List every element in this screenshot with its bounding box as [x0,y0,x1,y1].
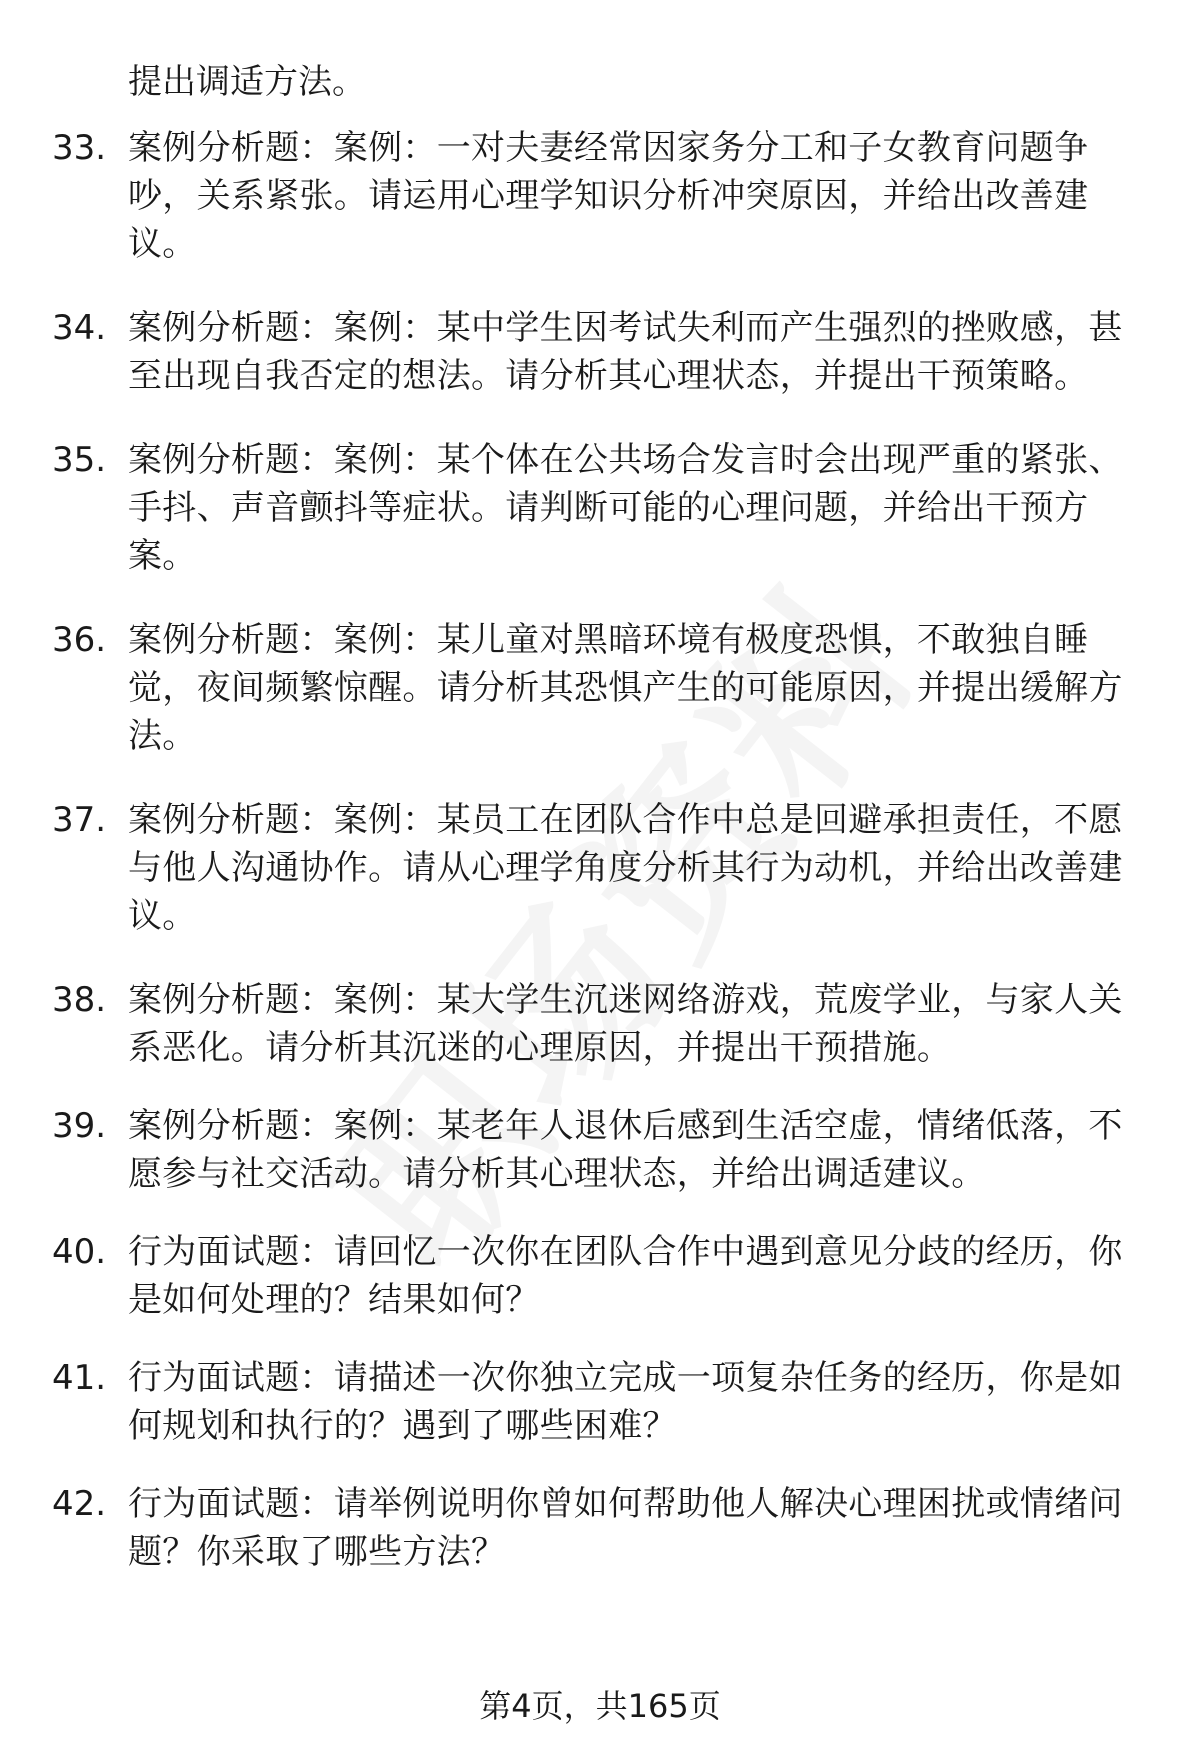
question-number: 38. [52,980,107,1020]
question-text: 案例分析题：案例：一对夫妻经常因家务分工和子女教育问题争吵，关系紧张。请运用心理学知识分析冲突原因，并给出改善建议。 [128,128,1089,264]
question-number: 34. [52,308,107,348]
question-item [52,976,1142,1072]
question-item [52,124,1142,268]
question-number: 33. [52,128,107,168]
question-text: 行为面试题：请回忆一次你在团队合作中遇到意见分歧的经历，你是如何处理的？结果如何？ [128,1232,1123,1320]
question-number: 41. [52,1358,107,1398]
question-text: 案例分析题：案例：某中学生因考试失利而产生强烈的挫败感，甚至出现自我否定的想法。请分析其心理状态，并提出干预策略。 [128,308,1123,396]
page-footer: 第4页，共165页 [479,1687,721,1725]
question-text: 案例分析题：案例：某儿童对黑暗环境有极度恐惧，不敢独自睡觉，夜间频繁惊醒。请分析其恐惧产生的可能原因，并提出缓解方法。 [128,620,1123,756]
question-number: 42. [52,1484,107,1524]
question-number: 36. [52,620,107,660]
question-number: 39. [52,1106,107,1146]
question-number: 35. [52,440,107,480]
question-number: 37. [52,800,107,840]
question-text: 案例分析题：案例：某员工在团队合作中总是回避承担责任，不愿与他人沟通协作。请从心理学角度分析其行为动机，并给出改善建议。 [128,800,1123,936]
question-item [52,616,1142,760]
question-item [52,1102,1142,1198]
question-text: 案例分析题：案例：某大学生沉迷网络游戏，荒废学业，与家人关系恶化。请分析其沉迷的心理原因，并提出干预措施。 [128,980,1123,1068]
question-text: 行为面试题：请举例说明你曾如何帮助他人解决心理困扰或情绪问题？你采取了哪些方法？ [128,1484,1123,1572]
question-text: 行为面试题：请描述一次你独立完成一项复杂任务的经历，你是如何规划和执行的？遇到了哪些困难？ [128,1358,1123,1446]
question-item [52,1228,1142,1324]
question-text: 案例分析题：案例：某老年人退休后感到生活空虚，情绪低落，不愿参与社交活动。请分析其心理状态，并给出调适建议。 [128,1106,1123,1194]
question-number: 40. [52,1232,107,1272]
question-item [52,1354,1142,1450]
continuation-text: 提出调适方法。 [128,62,366,102]
question-item [52,304,1142,400]
question-item [52,1480,1142,1576]
question-item [52,436,1142,580]
question-list [52,124,1142,1606]
question-item [52,796,1142,940]
question-text: 案例分析题：案例：某个体在公共场合发言时会出现严重的紧张、手抖、声音颤抖等症状。请判断可能的心理问题，并给出干预方案。 [128,440,1123,576]
